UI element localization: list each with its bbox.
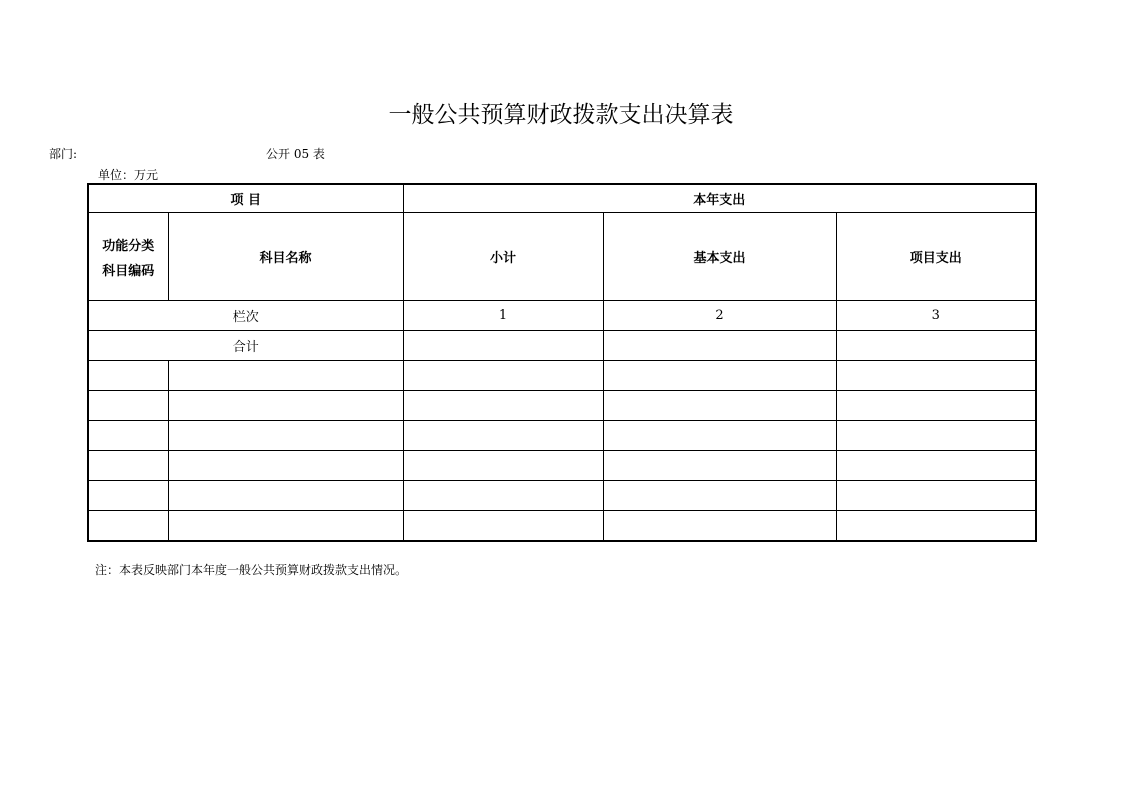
cell-code <box>88 391 168 421</box>
cell-name <box>168 361 403 391</box>
footnote: 注：本表反映部门本年度一般公共预算财政拨款支出情况。 <box>95 563 408 577</box>
column-index-1: 1 <box>403 301 603 331</box>
cell-basic <box>603 361 836 391</box>
cell-code <box>88 451 168 481</box>
cell-basic <box>603 481 836 511</box>
cell-project <box>836 451 1036 481</box>
total-label: 合计 <box>88 331 403 361</box>
unit-label: 单位：万元 <box>98 168 159 182</box>
header-item-group: 项 目 <box>88 184 403 213</box>
cell-code <box>88 481 168 511</box>
cell-subtotal <box>403 451 603 481</box>
table-row <box>88 511 1036 542</box>
department-label: 部门: <box>49 147 78 161</box>
header-func-code-line2: 科目编码 <box>102 263 155 279</box>
table-row <box>88 451 1036 481</box>
total-project-cell <box>836 331 1036 361</box>
cell-name <box>168 481 403 511</box>
form-number: 公开 05 表 <box>266 147 325 161</box>
cell-name <box>168 421 403 451</box>
page-title: 一般公共预算财政拨款支出决算表 <box>388 102 734 128</box>
table-row <box>88 421 1036 451</box>
header-func-code <box>88 213 168 301</box>
total-basic-cell <box>603 331 836 361</box>
cell-code <box>88 511 168 542</box>
table-row <box>88 361 1036 391</box>
cell-project <box>836 481 1036 511</box>
cell-code <box>88 361 168 391</box>
column-index-row <box>88 301 1036 331</box>
cell-name <box>168 451 403 481</box>
budget-table <box>87 183 1037 542</box>
cell-subtotal <box>403 391 603 421</box>
cell-project <box>836 421 1036 451</box>
empty-rows <box>88 361 1036 542</box>
cell-project <box>836 511 1036 542</box>
cell-basic <box>603 391 836 421</box>
total-row <box>88 331 1036 361</box>
cell-name <box>168 511 403 542</box>
cell-subtotal <box>403 481 603 511</box>
cell-basic <box>603 421 836 451</box>
header-project: 项目支出 <box>836 213 1036 301</box>
table-row <box>88 391 1036 421</box>
header-func-code-line1: 功能分类 <box>102 238 155 254</box>
cell-subtotal <box>403 511 603 542</box>
header-expense-group: 本年支出 <box>403 184 1036 213</box>
cell-basic <box>603 451 836 481</box>
cell-subtotal <box>403 421 603 451</box>
header-basic: 基本支出 <box>603 213 836 301</box>
cell-code <box>88 421 168 451</box>
column-index-label: 栏次 <box>88 301 403 331</box>
table-row <box>88 481 1036 511</box>
cell-project <box>836 361 1036 391</box>
header-subtotal: 小计 <box>403 213 603 301</box>
cell-basic <box>603 511 836 542</box>
column-index-2: 2 <box>603 301 836 331</box>
column-index-3: 3 <box>836 301 1036 331</box>
cell-project <box>836 391 1036 421</box>
cell-subtotal <box>403 361 603 391</box>
header-subject-name: 科目名称 <box>168 213 403 301</box>
total-subtotal-cell <box>403 331 603 361</box>
cell-name <box>168 391 403 421</box>
